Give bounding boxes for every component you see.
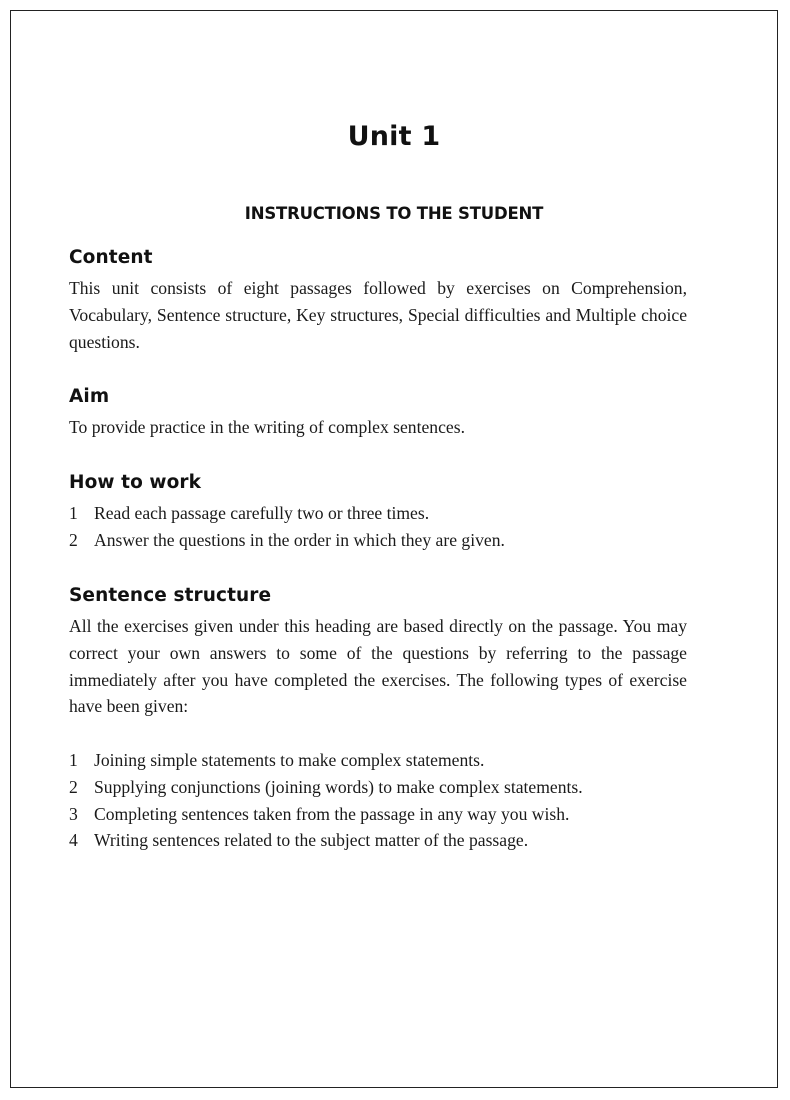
- list-item: [69, 747, 687, 774]
- list-item-text: Joining simple statements to make complex statements.: [94, 750, 485, 770]
- list-item-text: Writing sentences related to the subject matter of the passage.: [94, 830, 529, 851]
- content-text: This unit consists of eight passages followed by exercises on Comprehension, Vocabulary, Sentence structure, Key structures, Special difficulties and Multiple choice questions.: [69, 278, 687, 352]
- how-to-work-heading: How to work: [69, 472, 202, 493]
- list-item-number: 3: [69, 803, 78, 824]
- list-item-number: 1: [69, 750, 78, 770]
- list-item: [69, 500, 687, 527]
- sentence-structure-section: [69, 585, 687, 720]
- list-item-text: Read each passage carefully two or three times.: [94, 503, 430, 523]
- aim-section: [69, 386, 687, 441]
- how-to-work-section: [69, 472, 687, 554]
- exercise-types-list: [69, 747, 687, 854]
- list-item: [69, 527, 687, 554]
- content-heading: Content: [69, 247, 153, 268]
- aim-text: To provide practice in the writing of complex sentences.: [69, 417, 465, 437]
- list-item-text: Answer the questions in the order in which they are given.: [94, 529, 505, 550]
- list-item-number: 1: [69, 503, 78, 523]
- list-item: [69, 801, 687, 828]
- list-item-number: 2: [69, 529, 78, 550]
- sentence-structure-heading: Sentence structure: [69, 585, 272, 606]
- list-item: [69, 774, 687, 801]
- list-item-number: 2: [69, 776, 78, 797]
- unit-title: Unit 1: [347, 121, 441, 152]
- content-section: [69, 247, 687, 355]
- list-item-text: Supplying conjunctions (joining words) to make complex statements.: [94, 776, 583, 797]
- list-item-text: Completing sentences taken from the passage in any way you wish.: [94, 803, 570, 824]
- sentence-structure-text: All the exercises given under this heading are based directly on the passage. You may correct your own answers to some of the questions by referring to the passage immediately after you have completed the exercises. The following types of exercise have been given:: [69, 616, 687, 717]
- list-item: [69, 827, 687, 854]
- instructions-title: INSTRUCTIONS TO THE STUDENT: [244, 204, 544, 223]
- list-item-number: 4: [69, 830, 78, 851]
- aim-heading: Aim: [69, 386, 110, 407]
- how-to-work-list: [69, 500, 687, 554]
